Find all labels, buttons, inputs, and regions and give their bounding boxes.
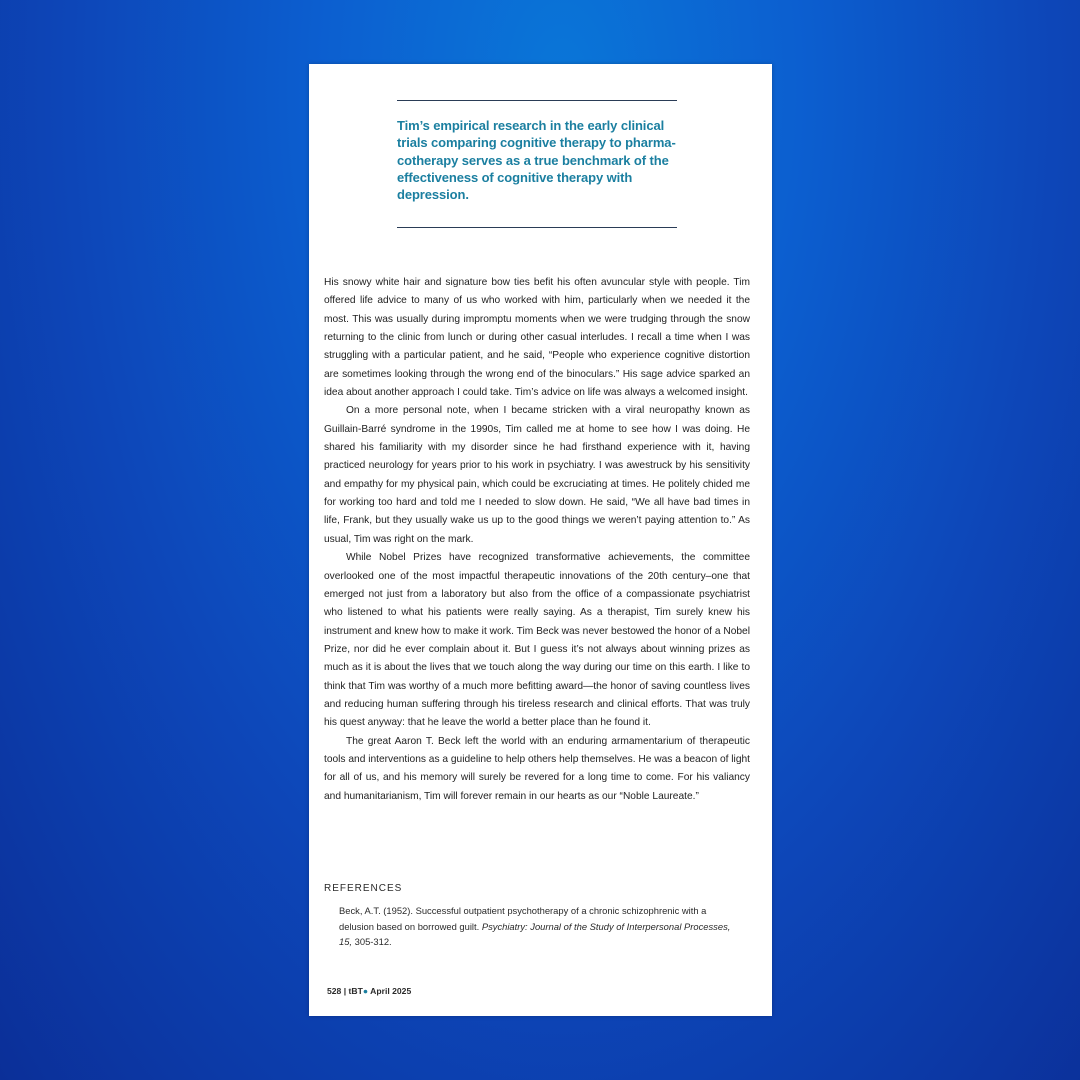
- reference-text: Beck, A.T. (1952). Successful outpatient psychotherapy of a chronic schizophrenic with a delusion based on borrowed guilt.: [339, 905, 707, 932]
- pull-quote-text: Tim’s empirical research in the early clinical trials comparing cognitive therapy to pharmacotherapy serves as a true benchmark of the effectiveness of cognitive therapy with depression.: [397, 118, 676, 203]
- reference-journal: Psychiatry: Journal of the Study of Interpersonal Processes, 15,: [339, 920, 731, 947]
- footer-separator: |: [343, 986, 347, 996]
- paragraph: His snowy white hair and signature bow ties befit his often avuncular style with people. Tim offered life advice to many of us who worked with him, particularly when we needed it the most. This was usually during impromptu moments when we were trudging through the snow returning to the clinic from lunch or during other casual interludes. I recall a time when I was struggling with a particular patient, and he said, “People who experience cognitive distortion are sometimes looking through the wrong end of the binoculars.” His sage advice sparked an idea about another approach I could take. Tim’s advice on life was always a welcomed insight.: [324, 277, 750, 399]
- paragraph: The great Aaron T. Beck left the world with an enduring armamentarium of therapeutic tools and interventions as a guideline to help others help themselves. He was a beacon of light for all of us, and his memory will surely be revered for a long time to come. For his valiancy and humanitarianism, Tim will forever remain in our hearts as our “Noble Laureate.”: [324, 735, 750, 802]
- issue-date: April 2025: [370, 986, 412, 996]
- reference-pages: 305-312.: [352, 936, 392, 947]
- references-heading: REFERENCES: [324, 883, 403, 894]
- magazine-page: [309, 64, 772, 1016]
- paragraph: On a more personal note, when I became stricken with a viral neuropathy known as Guillain-Barré syndrome in the 1990s, Tim called me at home to see how I was doing. He shared his familiarity with my disorder since he had firsthand experience with it, having practiced neurology for years prior to his work in psychiatry. I was awestruck by his sensitivity and empathy for my physical pain, which could be excruciating at times. He politely chided me for working too hard and told me I needed to slow down. He said, “We all have bad times in life, Frank, but they usually wake us up to the good things we weren’t paying attention to.” As usual, Tim was right on the mark.: [324, 405, 750, 545]
- article-body: [324, 274, 750, 806]
- journal-name: tBT: [348, 986, 363, 996]
- paragraph: While Nobel Prizes have recognized transformative achievements, the committee overlooked one of the most impactful therapeutic innovations of the 20th century–one that emerged not just from a laboratory but also from the office of a compassionate psychiatrist who listened to what his patients were really saying. As a therapist, Tim surely knew his instrument and knew how to make it work. Tim Beck was never bestowed the honor of a Nobel Prize, nor did he ever complain about it. But I guess it’s not always about winning prizes as much as it is about the lives that we touch along the way during our time on this earth. I like to think that Tim was worthy of a much more befitting award—the honor of saving countless lives and reducing human suffering through his tireless research and clinical efforts. That was truly his quest anyway: that he leave the world a better place than he found it.: [324, 552, 750, 729]
- reference-entry: [339, 903, 739, 950]
- pull-quote: [397, 100, 677, 228]
- page-number: 528: [327, 986, 342, 996]
- bullet-dot-icon: ●: [362, 986, 369, 996]
- page-footer: [327, 986, 411, 996]
